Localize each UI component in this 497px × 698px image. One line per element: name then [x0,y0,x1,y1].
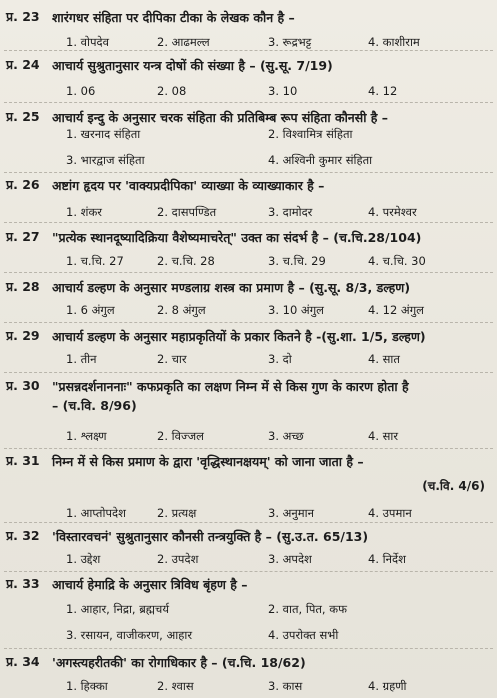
divider [4,448,493,449]
question-number: प्र. 31 [6,453,40,468]
option-4: 4. 12 अंगुल [368,303,424,317]
divider [4,172,493,173]
option-4: 4. 12 [368,84,398,98]
option-2: 2. प्रत्यक्ष [157,506,197,520]
option-1: 1. हिक्का [66,679,108,693]
option-3: 3. दामोदर [268,205,313,219]
option-2: 2. वात, पित, कफ [268,602,347,616]
option-3: 3. भारद्वाज संहिता [66,153,145,167]
option-2: 2. 8 अंगुल [157,303,206,317]
option-1: 1. श्लक्ष्ण [66,429,107,443]
question-number: प्र. 24 [6,57,40,72]
question-text: निम्न में से किस प्रमाण के द्वारा 'वृद्धिस्थानक्षयम्' को जाना जाता है – [52,454,364,469]
option-4: 4. निर्देश [368,552,406,566]
divider [4,322,493,323]
question-text: शारंगधर संहिता पर दीपिका टीका के लेखक कौन है – [52,10,295,25]
option-3: 3. 10 [268,84,298,98]
option-1: 1. 6 अंगुल [66,303,115,317]
question-number: प्र. 25 [6,109,40,124]
divider [4,272,493,273]
question-number: प्र. 30 [6,378,40,393]
divider [4,222,493,223]
question-number: प्र. 29 [6,328,40,343]
option-1: 1. खरनाद संहिता [66,127,141,141]
option-3: 3. अनुमान [268,506,315,520]
option-3: 3. च.चि. 29 [268,254,326,268]
question-text: आचार्य हेमाद्रि के अनुसार त्रिविध बृंहण है – [52,577,248,592]
question-number: प्र. 23 [6,9,40,24]
question-text: आचार्य डल्हण के अनुसार महाप्रकृतियों के प्रकार कितने है -(सु.शा. 1/5, डल्हण) [52,329,426,344]
option-3: 3. दो [268,352,292,366]
option-3: 3. रूद्रभट्ट [268,35,312,49]
option-2: 2. च.चि. 28 [157,254,215,268]
question-text: 'अगस्त्यहरीतकी' का रोगाधिकार है – (च.चि. 18/62) [52,655,306,670]
question-number: प्र. 34 [6,654,40,669]
reference: (च.वि. 4/6) [422,479,485,493]
option-1: 1. 06 [66,84,96,98]
divider [4,372,493,373]
question-text: 'विस्तारवचनं' सुश्रुतानुसार कौनसी तन्त्रयुक्ति है – (सु.उ.त. 65/13) [52,529,369,544]
option-4: 4. परमेश्वर [368,205,417,219]
option-2: 2. उपदेश [157,552,199,566]
option-3: 3. रसायन, वाजीकरण, आहार [66,628,193,642]
option-1: 1. च.चि. 27 [66,254,124,268]
option-4: 4. अश्विनी कुमार संहिता [268,153,373,167]
question-number: प्र. 27 [6,229,40,244]
question-number: प्र. 28 [6,279,40,294]
option-4: 4. ग्रहणी [368,679,407,693]
option-1: 1. आहार, निद्रा, ब्रह्मचर्य [66,602,169,616]
option-2: 2. दासपण्डित [157,205,217,219]
question-number: प्र. 33 [6,576,40,591]
question-text: आचार्य सुश्रुतानुसार यन्त्र दोषों की संख्या है – (सु.सू. 7/19) [52,58,333,73]
question-text: आचार्य इन्दु के अनुसार चरक संहिता की प्रतिबिम्ब रूप संहिता कौनसी है – [52,110,389,125]
divider [4,522,493,523]
option-2: 2. चार [157,352,187,366]
divider [4,571,493,572]
option-2: 2. श्वास [157,679,194,693]
option-3: 3. 10 अंगुल [268,303,324,317]
option-1: 1. शंकर [66,205,102,219]
option-1: 1. आप्तोपदेश [66,506,126,520]
option-4: 4. सार [368,429,399,443]
option-2: 2. आढमल्ल [157,35,210,49]
option-4: 4. काशीराम [368,35,420,49]
option-4: 4. सात [368,352,400,366]
option-2: 2. विज्जल [157,429,204,443]
option-1: 1. वोपदेव [66,35,110,49]
question-text: "प्रसन्नदर्शनाननाः" कफप्रकृति का लक्षण निम्न में से किस गुण के कारण होता है – (च.वि. 8/96) [52,379,409,413]
question-text: अष्टांग हृदय पर 'वाक्यप्रदीपिका' व्याख्या के व्याख्याकार है – [52,178,325,193]
option-3: 3. अपदेश [268,552,312,566]
option-1: 1. तीन [66,352,97,366]
divider [4,50,493,51]
option-2: 2. विश्वामित्र संहिता [268,127,353,141]
option-4: 4. च.चि. 30 [368,254,426,268]
option-1: 1. उद्देश [66,552,101,566]
option-3: 3. अच्छ [268,429,304,443]
divider [4,648,493,649]
question-number: प्र. 32 [6,528,40,543]
question-text: "प्रत्येक स्थानदूष्यादिक्रिया वैशेष्यमाचरेत्" उक्त का संदर्भ है – (च.चि.28/104) [52,230,422,245]
question-number: प्र. 26 [6,177,40,192]
option-4: 4. उपमान [368,506,412,520]
question-text: आचार्य डल्हण के अनुसार मण्डलाग्र शस्त्र का प्रमाण है – (सु.सू. 8/3, डल्हण) [52,280,411,295]
option-3: 3. कास [268,679,303,693]
divider [4,102,493,103]
option-2: 2. 08 [157,84,187,98]
option-4: 4. उपरोक्त सभी [268,628,339,642]
